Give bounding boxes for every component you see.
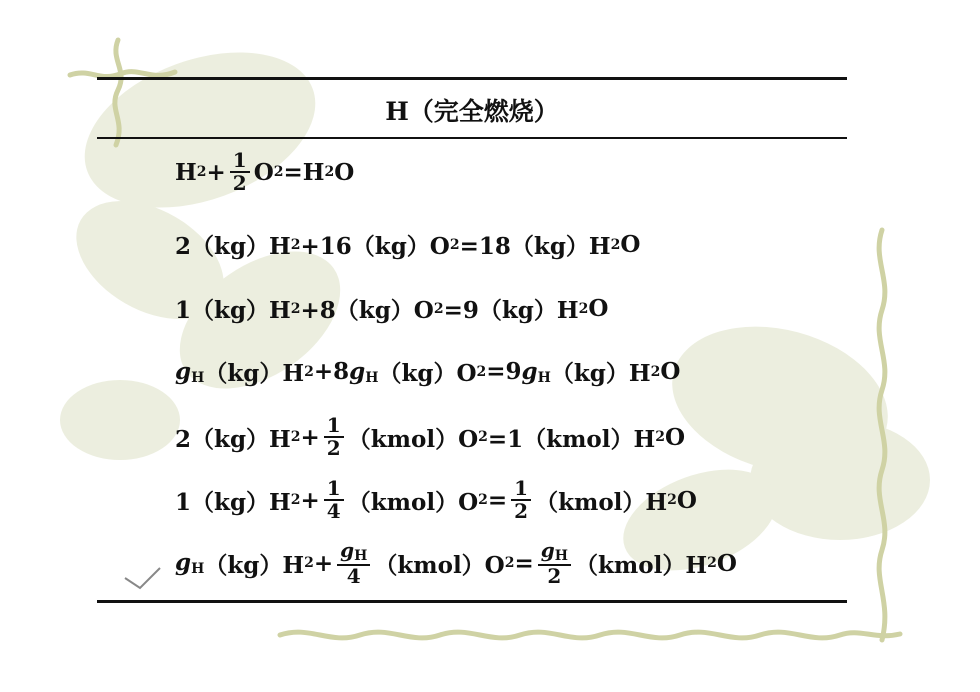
table-header-rule	[97, 137, 847, 139]
equation-row-2: 2（kg）H 2 +16（kg）O 2 =18（kg）H 2 O	[175, 231, 641, 260]
table-bottom-rule	[97, 600, 847, 603]
fraction: $\frac{1}{2}$	[230, 150, 250, 194]
equation-row-5: 2（kg）H 2 + $\frac{1}{2}$ （kmol）O 2 =1（kmol）H 2 O	[175, 413, 686, 460]
fraction: $\frac{g_H}{4}$	[337, 540, 370, 587]
fraction: $\frac{1}{2}$	[324, 415, 344, 459]
fraction: $\frac{g_H}{2}$	[538, 540, 571, 587]
equation-row-3: 1（kg）H 2 +8（kg）O 2 =9（kg）H 2 O	[175, 295, 609, 324]
fraction: $\frac{1}{4}$	[324, 478, 344, 522]
fraction: $\frac{1}{2}$	[511, 478, 531, 522]
equation-row-6: 1（kg）H 2 + $\frac{1}{4}$ （kmol）O 2 = $\frac{1}{2}$ （kmol）H 2 O	[175, 476, 697, 523]
equation-row-4: $g_H$ （kg）H 2 +8 $g_H$ （kg）O 2 =9 $g_H$ （kg）H 2 O	[175, 357, 681, 387]
table-top-rule	[97, 77, 847, 80]
equation-row-7: $g_H$ （kg）H 2 + $\frac{g_H}{4}$ （kmol）O 2 = $\frac{g_H}{2}$ （kmol）H 2 O	[175, 538, 737, 588]
vine-bottom	[280, 632, 900, 638]
check-mark	[125, 568, 160, 588]
table-header: H（完全燃烧）	[385, 97, 559, 126]
equation-row-1: H 2 + $\frac{1}{2}$ O 2 = H 2 O	[175, 148, 355, 195]
